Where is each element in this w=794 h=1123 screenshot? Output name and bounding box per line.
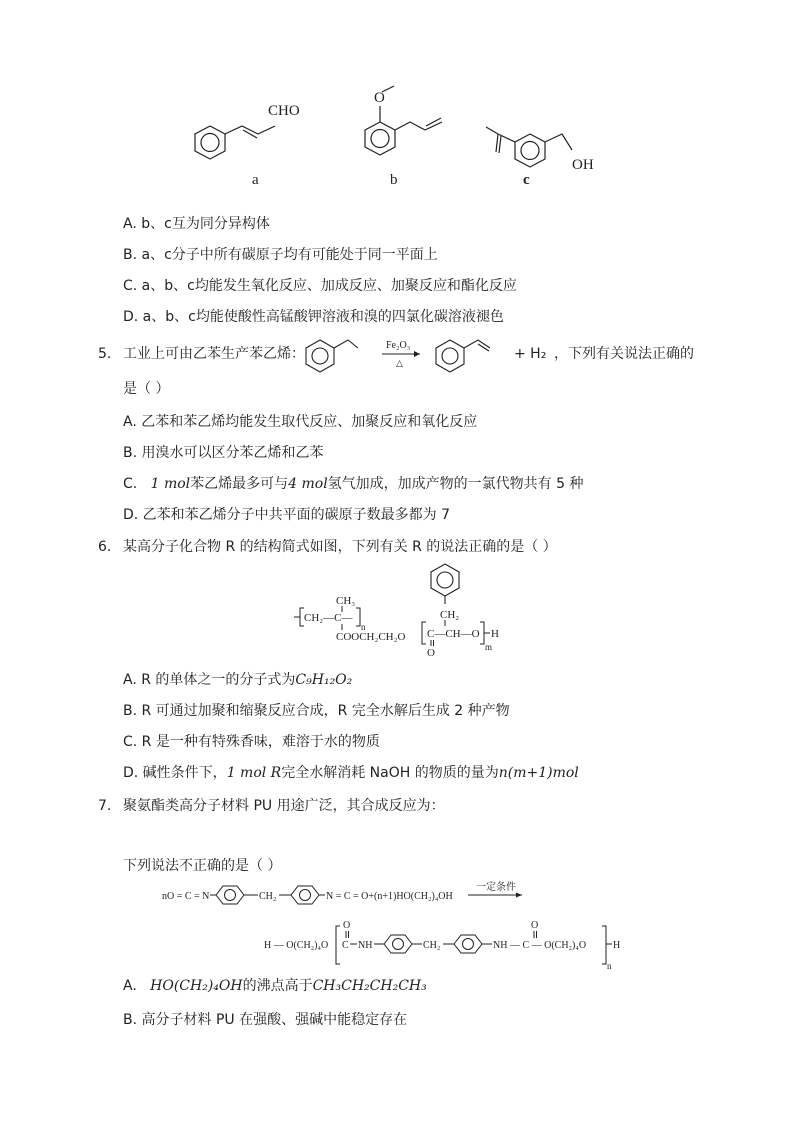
q7-number: 7. — [98, 798, 112, 814]
q6-option-d-mol: 1 mol R — [226, 765, 282, 781]
q6-option-d-mid: 完全水解消耗 NaOH 的物质的量为 — [281, 765, 499, 781]
q7-option-a-prefix: A. — [123, 978, 137, 994]
structure-a-label: a — [252, 172, 259, 188]
q5-option-c-suffix: 氢气加成，加成产物的一氯代物共有 5 种 — [327, 476, 584, 492]
q6-ch3: CH₃ — [336, 595, 356, 607]
q6-benzene — [431, 564, 459, 604]
q5-plus-h2: + H₂ — [514, 346, 547, 362]
q6-n: n — [361, 622, 366, 632]
q5-option-a: A. 乙苯和苯乙烯均能发生取代反应、加聚反应和氧化反应 — [123, 414, 478, 430]
q7-reactant-b: N = C = O+(n+1)HO(CH₂)₄OH — [326, 891, 453, 902]
q7-condition: 一定条件 — [476, 882, 516, 893]
q6-m: m — [485, 642, 493, 652]
q6-option-d-prefix: D. 碱性条件下， — [123, 765, 227, 781]
structure-c — [486, 127, 572, 167]
q6-chain: CH₂—C— — [304, 612, 353, 624]
structure-a — [195, 126, 275, 159]
q6-ester: COOCH₂CH₂O — [336, 631, 406, 643]
q7-ring-1 — [216, 886, 244, 904]
q6-number: 6. — [98, 539, 112, 555]
q7-option-a — [123, 976, 427, 996]
q5-option-b: B. 用溴水可以区分苯乙烯和乙苯 — [123, 445, 324, 461]
structure-b-group: O — [374, 90, 385, 106]
q6-option-a-formula: C₉H₁₂O₂ — [295, 672, 353, 688]
q6-option-d — [123, 763, 579, 783]
q6-option-a-prefix: A. R 的单体之一的分子式为 — [123, 672, 296, 688]
q5-number: 5. — [98, 346, 112, 362]
q5-stem-c: 是（ ） — [123, 381, 170, 397]
q7-option-b: B. 高分子材料 PU 在强酸、强碱中能稳定存在 — [123, 1012, 408, 1028]
q4-option-c: C. a、b、c均能发生氧化反应、加成反应、加聚反应和酯化反应 — [123, 278, 517, 294]
q6-option-c: C. R 是一种有特殊香味，难溶于水的物质 — [123, 734, 380, 750]
q4-option-d: D. a、b、c均能使酸性高锰酸钾溶液和溴的四氯化碳溶液褪色 — [123, 309, 504, 325]
q7-reactant-a: nO = C = N — [162, 891, 210, 902]
q7-nh-b: NH — C — O(CH₂)₄O — [493, 940, 587, 951]
q5-stem-a: 工业上可由乙苯生产苯乙烯： — [123, 346, 305, 362]
q7-h-end: H — [613, 940, 621, 951]
q5-heat: △ — [396, 358, 403, 368]
q5-option-c-prefix: C. — [123, 476, 138, 492]
q5-option-d: D. 乙苯和苯乙烯分子中共平面的碳原子数最多都为 7 — [123, 507, 451, 523]
q7-option-a-formula-a: HO(CH₂)₄OH — [150, 978, 243, 994]
q5-option-c-mid: 苯乙烯最多可与 — [190, 476, 289, 492]
q6-unit: C—CH—O — [427, 628, 480, 640]
q5-stem-b: ，下列有关说法正确的 — [554, 346, 694, 362]
structure-a-group: CHO — [268, 103, 300, 119]
structure-c-label: c — [523, 172, 530, 188]
q7-prod-ch2: CH₂ — [423, 940, 441, 951]
q4-option-b: B. a、c分子中所有碳原子均有可能处于同一平面上 — [123, 247, 438, 263]
q7-ring-2 — [291, 886, 319, 904]
styrene-structure — [436, 340, 490, 372]
q7-c-a: C — [342, 940, 349, 951]
q4-option-a: A. b、c互为同分异构体 — [123, 216, 270, 232]
q7-stem: 聚氨酯类高分子材料 PU 用途广泛，其合成反应为： — [123, 798, 445, 814]
q7-n: n — [607, 961, 612, 970]
q6-stem: 某高分子化合物 R 的结构简式如图，下列有关 R 的说法正确的是（ ） — [123, 539, 557, 555]
q7-option-a-formula-b: CH₃CH₂CH₂CH₃ — [312, 978, 427, 994]
q5-option-c-mol1: 1 mol — [150, 476, 191, 492]
q7-question: 下列说法不正确的是（ ） — [123, 858, 282, 874]
q7-ring-4 — [454, 935, 482, 953]
q7-o-top-2: O — [531, 920, 539, 931]
q7-o-top-1: O — [343, 920, 351, 931]
q6-polymer-structure — [290, 560, 510, 664]
q6-o: O — [427, 647, 435, 659]
structure-c-group: OH — [572, 157, 594, 173]
q5-option-c-mol2: 4 mol — [288, 476, 328, 492]
q6-option-a — [123, 670, 352, 690]
q7-option-a-mid: 的沸点高于 — [242, 978, 313, 994]
q7-reaction-scheme — [160, 878, 640, 970]
q7-prod-a: H — O(CH₂)₄O — [264, 940, 329, 951]
q6-h: H — [491, 628, 499, 640]
q7-ring-3 — [384, 935, 412, 953]
q6-option-b: B. R 可通过加聚和缩聚反应合成，R 完全水解后生成 2 种产物 — [123, 703, 510, 719]
q6-ch2-top: CH₂ — [440, 609, 460, 621]
q5-catalyst: Fe₂O₃ — [386, 340, 411, 351]
q5-option-c — [123, 474, 584, 494]
structures-abc — [180, 84, 620, 194]
q6-option-d-formula: n(m+1)mol — [498, 765, 579, 781]
structure-b-label: b — [390, 172, 398, 188]
q7-nh-a: NH — [358, 940, 373, 951]
q7-ch2: CH₂ — [259, 891, 277, 902]
ethylbenzene-structure — [306, 340, 358, 372]
